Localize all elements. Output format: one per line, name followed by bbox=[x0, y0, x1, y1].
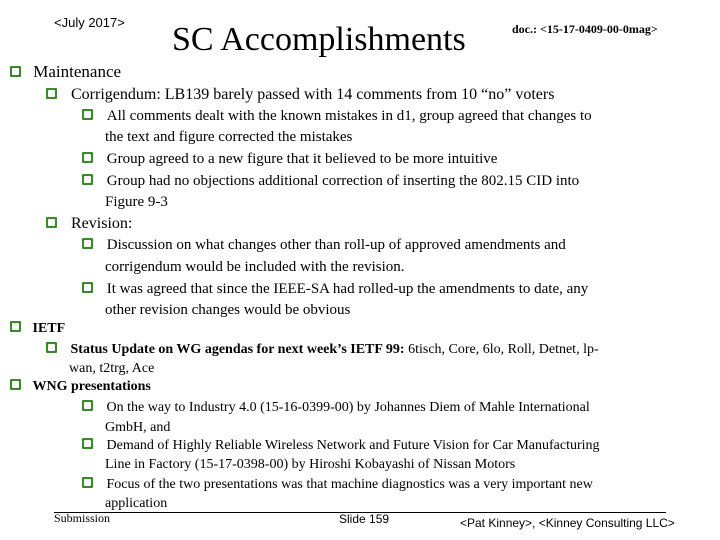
list-item-revision-2 bbox=[82, 281, 588, 298]
list-item-ietf bbox=[10, 321, 65, 337]
list-item-maintenance bbox=[10, 62, 121, 82]
header-date: <July 2017> bbox=[54, 15, 125, 30]
list-item-continuation: application bbox=[105, 496, 168, 511]
list-item-continuation: corrigendum would be included with the revision. bbox=[105, 259, 405, 275]
list-item-wng-3 bbox=[82, 477, 593, 493]
list-item-label-bold: Status Update on WG agendas for next week’s IETF 99: bbox=[70, 342, 405, 357]
list-item-label: Corrigendum: LB139 barely passed with 14 comments from 10 “no” voters bbox=[71, 86, 555, 103]
checkbox-bullet-icon bbox=[10, 321, 21, 332]
list-item-label: Revision: bbox=[71, 215, 133, 232]
checkbox-bullet-icon bbox=[82, 109, 93, 120]
list-item-corrigendum-1 bbox=[82, 108, 592, 125]
checkbox-bullet-icon bbox=[82, 438, 93, 449]
list-item-continuation: other revision changes would be obvious bbox=[105, 302, 351, 318]
list-item-label: On the way to Industry 4.0 (15-16-0399-00) by Johannes Diem of Mahle International bbox=[106, 400, 590, 415]
checkbox-bullet-icon bbox=[46, 88, 57, 99]
list-item-label: Group agreed to a new figure that it believed to be more intuitive bbox=[106, 151, 498, 167]
checkbox-bullet-icon bbox=[10, 66, 21, 77]
list-item-continuation: Figure 9-3 bbox=[105, 194, 168, 210]
list-item-label: It was agreed that since the IEEE-SA had rolled-up the amendments to date, any bbox=[106, 281, 589, 297]
footer-author: <Pat Kinney>, <Kinney Consulting LLC> bbox=[460, 516, 675, 530]
checkbox-bullet-icon bbox=[82, 400, 93, 411]
list-item-continuation: wan, t2trg, Ace bbox=[69, 361, 155, 376]
list-item-label: IETF bbox=[32, 321, 66, 336]
list-item-label: Maintenance bbox=[33, 62, 122, 81]
list-item-continuation: the text and figure corrected the mistakes bbox=[105, 129, 353, 145]
list-item-revision-1 bbox=[82, 237, 566, 254]
checkbox-bullet-icon bbox=[82, 238, 93, 249]
list-item-wng bbox=[10, 379, 151, 395]
list-item-label: 6tisch, Core, 6lo, Roll, Detnet, lp- bbox=[404, 342, 599, 357]
checkbox-bullet-icon bbox=[82, 152, 93, 163]
list-item-ietf-status bbox=[46, 342, 599, 358]
footer-slide-number: Slide 159 bbox=[339, 512, 390, 526]
checkbox-bullet-icon bbox=[82, 174, 93, 185]
checkbox-bullet-icon bbox=[82, 282, 93, 293]
footer-submission: Submission bbox=[54, 511, 111, 525]
checkbox-bullet-icon bbox=[46, 217, 57, 228]
header-doc-number: doc.: <15-17-0409-00-0mag> bbox=[512, 22, 658, 36]
checkbox-bullet-icon bbox=[82, 477, 93, 488]
list-item-corrigendum-3 bbox=[82, 173, 579, 190]
checkbox-bullet-icon bbox=[10, 379, 21, 390]
list-item-wng-1 bbox=[82, 400, 590, 416]
list-item-label: All comments dealt with the known mistakes in d1, group agreed that changes to bbox=[106, 108, 592, 124]
list-item-label: WNG presentations bbox=[32, 379, 151, 394]
checkbox-bullet-icon bbox=[46, 342, 57, 353]
list-item-continuation: GmbH, and bbox=[105, 420, 171, 435]
list-item-label: Discussion on what changes other than roll-up of approved amendments and bbox=[106, 237, 566, 253]
list-item-wng-2 bbox=[82, 438, 600, 454]
list-item-revision bbox=[46, 215, 132, 233]
page-title: SC Accomplishments bbox=[172, 21, 466, 58]
list-item-label: Demand of Highly Reliable Wireless Network and Future Vision for Car Manufacturing bbox=[106, 438, 600, 453]
list-item-corrigendum bbox=[46, 86, 554, 104]
list-item-corrigendum-2 bbox=[82, 151, 497, 168]
list-item-label: Focus of the two presentations was that machine diagnostics was a very important new bbox=[106, 477, 593, 492]
list-item-label: Group had no objections additional correction of inserting the 802.15 CID into bbox=[106, 173, 580, 189]
list-item-continuation: Line in Factory (15-17-0398-00) by Hiroshi Kobayashi of Nissan Motors bbox=[105, 457, 516, 472]
